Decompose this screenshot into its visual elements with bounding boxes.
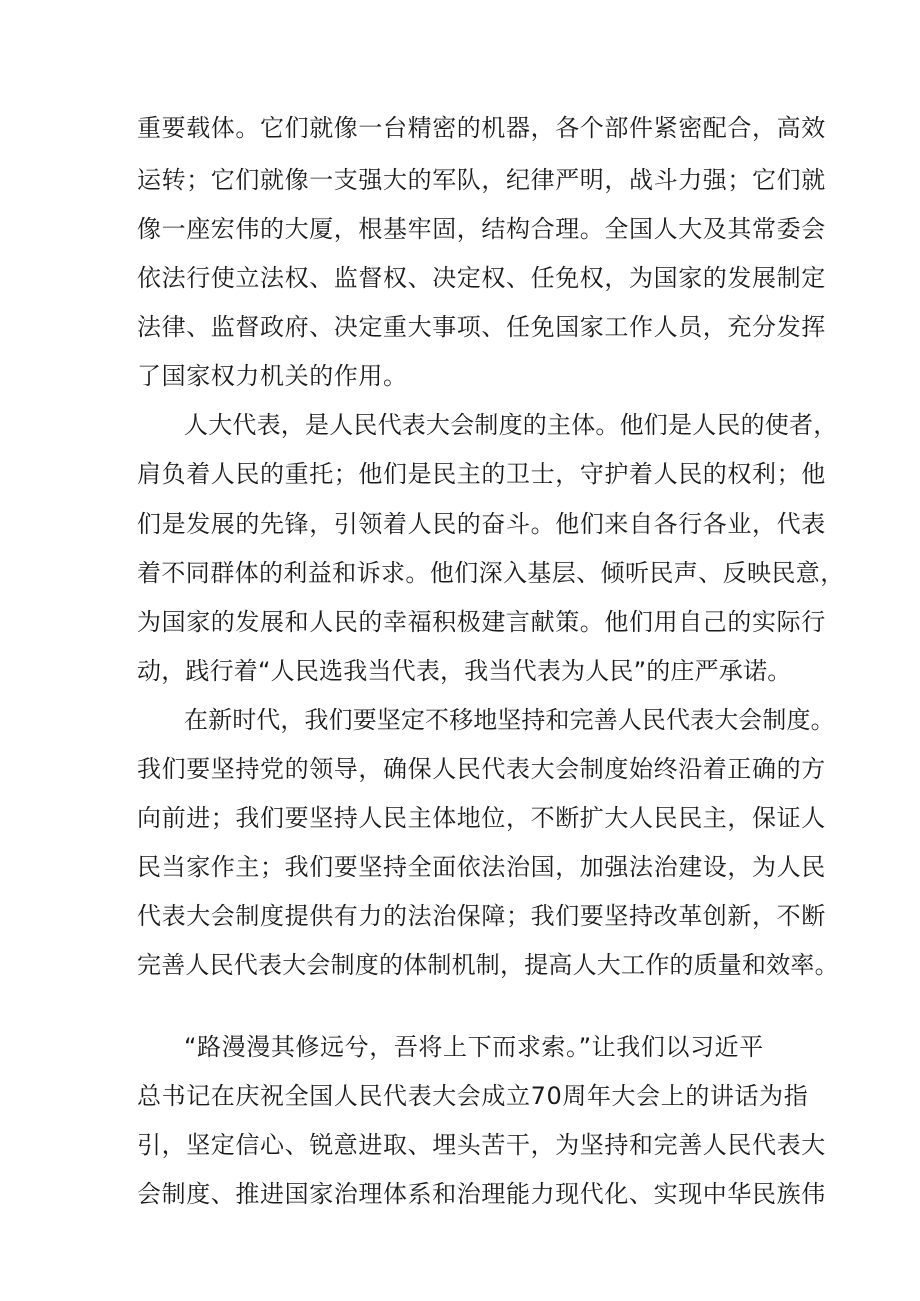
text-line: 动，践行着“人民选我当代表，我当代表为人民”的庄严承诺。 xyxy=(137,657,792,685)
text-line: 法律、监督政府、决定重大事项、任免国家工作人员，充分发挥 xyxy=(137,313,826,341)
text-line: 民当家作主；我们要坚持全面依法治国，加强法治建设，为人民 xyxy=(137,853,826,881)
text-line: 重要载体。它们就像一台精密的机器，各个部件紧密配合，高效 xyxy=(137,114,826,142)
text-line: 了国家权力机关的作用。 xyxy=(137,362,408,390)
text-line: 引，坚定信心、锐意进取、埋头苦干，为坚持和完善人民代表大 xyxy=(137,1131,826,1159)
paragraph-first-line: 在新时代，我们要坚定不移地坚持和完善人民代表大会制度。 xyxy=(184,706,835,734)
text-line: 肩负着人民的重托；他们是民主的卫士，守护着人民的权利；他 xyxy=(137,460,826,488)
text-line: 我们要坚持党的领导，确保人民代表大会制度始终沿着正确的方 xyxy=(137,755,826,783)
text-line: 着不同群体的利益和诉求。他们深入基层、倾听民声、反映民意， xyxy=(137,559,845,587)
text-line: 向前进；我们要坚持人民主体地位，不断扩大人民民主，保证人 xyxy=(137,804,826,832)
text-line: 为国家的发展和人民的幸福积极建言献策。他们用自己的实际行 xyxy=(137,608,826,636)
paragraph-first-line: 人大代表，是人民代表大会制度的主体。他们是人民的使者， xyxy=(184,411,838,439)
text-line: 总书记在庆祝全国人民代表大会成立70周年大会上的讲话为指 xyxy=(137,1082,809,1110)
text-line: 代表大会制度提供有力的法治保障；我们要坚持改革创新，不断 xyxy=(137,902,826,930)
text-line: 运转；它们就像一支强大的军队，纪律严明，战斗力强；它们就 xyxy=(137,166,826,194)
text-line: 们是发展的先锋，引领着人民的奋斗。他们来自各行各业，代表 xyxy=(137,510,826,538)
text-line: 依法行使立法权、监督权、决定权、任免权，为国家的发展制定 xyxy=(137,264,826,292)
text-line: 像一座宏伟的大厦，根基牢固，结构合理。全国人大及其常委会 xyxy=(137,215,826,243)
paragraph-first-line: “路漫漫其修远兮，吾将上下而求索。”让我们以习近平 xyxy=(184,1033,764,1061)
text-line: 会制度、推进国家治理体系和治理能力现代化、实现中华民族伟 xyxy=(137,1180,826,1208)
text-line: 完善人民代表大会制度的体制机制，提高人大工作的质量和效率。 xyxy=(137,951,839,979)
